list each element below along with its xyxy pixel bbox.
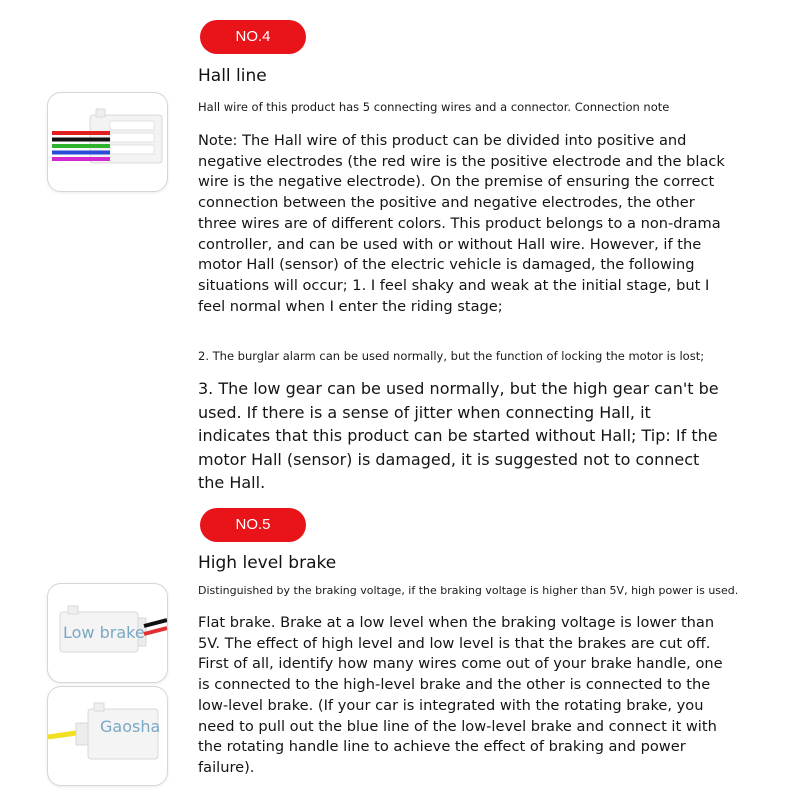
section-5-title: High level brake xyxy=(198,553,337,573)
gaosha-label: Gaosha xyxy=(100,717,161,736)
section-4-badge: NO.4 xyxy=(200,20,306,54)
section-4-title: Hall line xyxy=(198,66,267,86)
section-4-note: Note: The Hall wire of this product can be divided into positive and negative electrodes (the red wire is the positive electrode and the black wire is the negative electrode). On the premise of ensuring the correct connection between the positive and negative electrodes, the other three wires are of different colors. This product belongs to a non-drama controller, and can be used with or without Hall wire. However, if the motor Hall (sensor) of the electric vehicle is damaged, the following situations will occur; 1. I feel shaky and weak at the initial stage, but I feel normal when I enter the riding stage; xyxy=(198,132,725,315)
hall-connector-illustration xyxy=(48,93,167,191)
low-brake-label: Low brake xyxy=(63,623,145,642)
section-5-badge: NO.5 xyxy=(200,508,306,542)
section-5-body: Flat brake. Brake at a low level when the braking voltage is lower than 5V. The effect of high level and low level is that the brakes are cut off. First of all, identify how many wires come out of your brake handle, one is connected to the high-level brake and the other is connected to the low-level brake. (If your car is integrated with the rotating brake, you need to pull out the blue line of the low-level brake and connect it with the rotating handle line to achieve the effect of braking and power failure). xyxy=(198,614,723,776)
gaosha-image xyxy=(47,686,168,786)
low-brake-wires xyxy=(144,620,167,634)
brake-wire xyxy=(144,628,167,634)
brake-wire xyxy=(144,620,167,626)
section-4-item-3: 3. The low gear can be used normally, but the high gear can't be used. If there is a sense of jitter when connecting Hall, it indicates that this product can be started without Hall; Tip: If the motor Hall (sensor) is damaged, it is suggested not to connect the Hall. xyxy=(198,379,719,492)
gaosha-illustration xyxy=(48,687,167,785)
low-brake-image xyxy=(47,583,168,683)
gaosha-wire xyxy=(48,733,76,737)
section-4-subtitle: Hall wire of this product has 5 connecting wires and a connector. Connection note xyxy=(198,100,670,114)
hall-connector-image xyxy=(47,92,168,192)
section-4-item-2: 2. The burglar alarm can be used normally, but the function of locking the motor is lost; xyxy=(198,349,705,363)
section-5-subtitle: Distinguished by the braking voltage, if the braking voltage is higher than 5V, high power is used. xyxy=(198,584,739,597)
brake-wire xyxy=(48,733,76,737)
